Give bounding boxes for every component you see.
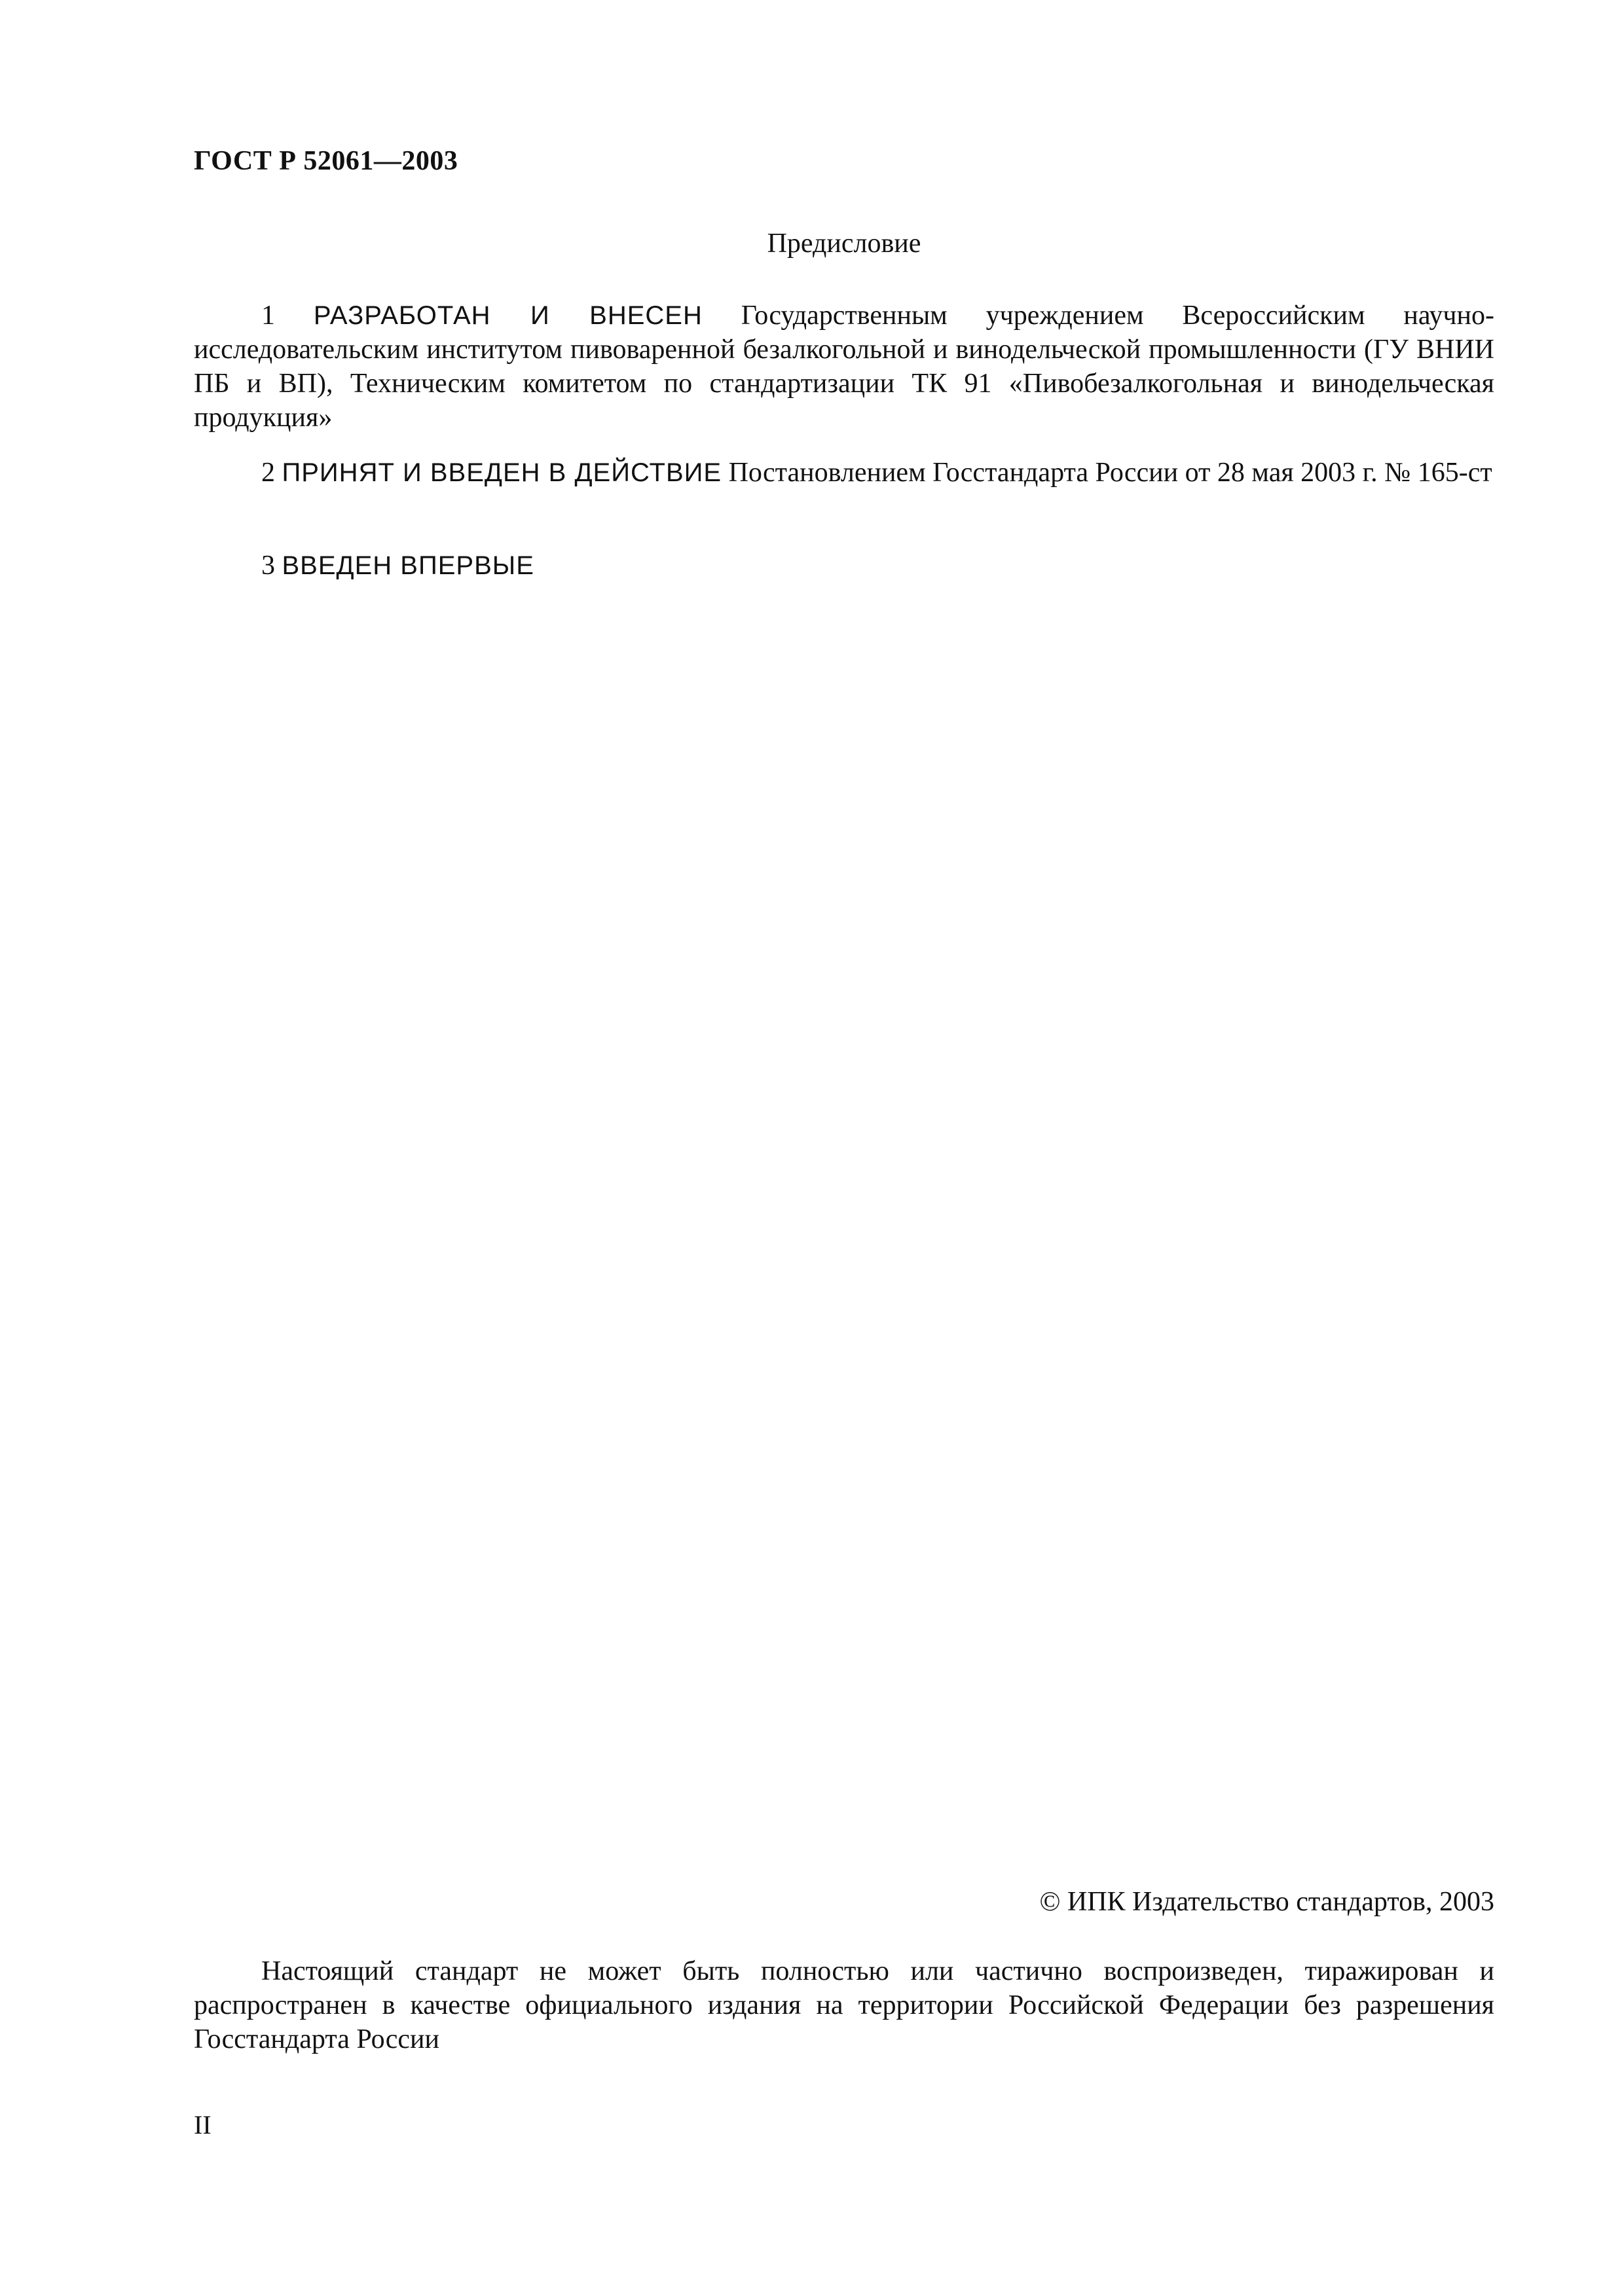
preface-item-2	[194, 456, 1494, 490]
reproduction-notice: Настоящий стандарт не может быть полностью или частично воспроизведен, тиражирован и распространен в качестве официального издания на территории Российской Федерации без разрешения Госстандарта России	[194, 1956, 1494, 2054]
preface-item-3-number: 3	[261, 551, 275, 581]
preface-item-1-text: Государственным учреждением Всероссийским научно-исследовательским институтом пивоваренной безалкогольной и винодельческой промышленности (ГУ ВНИИ ПБ и ВП), Техническим комитетом по стандартизации ТК 91 «Пивобезалкогольная и винодельческая продукция»	[194, 301, 1495, 433]
preface-item-3-lead: ВВЕДЕН ВПЕРВЫЕ	[282, 551, 534, 580]
page-number: II	[194, 2110, 212, 2140]
preface-item-2-text: Постановлением Госстандарта России от 28 мая 2003 г. № 165-ст	[728, 458, 1492, 488]
preface-item-2-number: 2	[261, 458, 275, 488]
document-code: ГОСТ Р 52061—2003	[194, 146, 458, 176]
preface-title: Предисловие	[767, 228, 921, 259]
preface-item-1-number: 1	[261, 301, 275, 331]
preface-item-1	[194, 299, 1494, 435]
copyright-line: © ИПК Издательство стандартов, 2003	[1039, 1887, 1494, 1917]
preface-item-1-lead: РАЗРАБОТАН И ВНЕСЕН	[313, 301, 703, 330]
preface-item-2-lead: ПРИНЯТ И ВВЕДЕН В ДЕЙСТВИЕ	[282, 458, 722, 487]
preface-item-3	[194, 549, 1494, 583]
